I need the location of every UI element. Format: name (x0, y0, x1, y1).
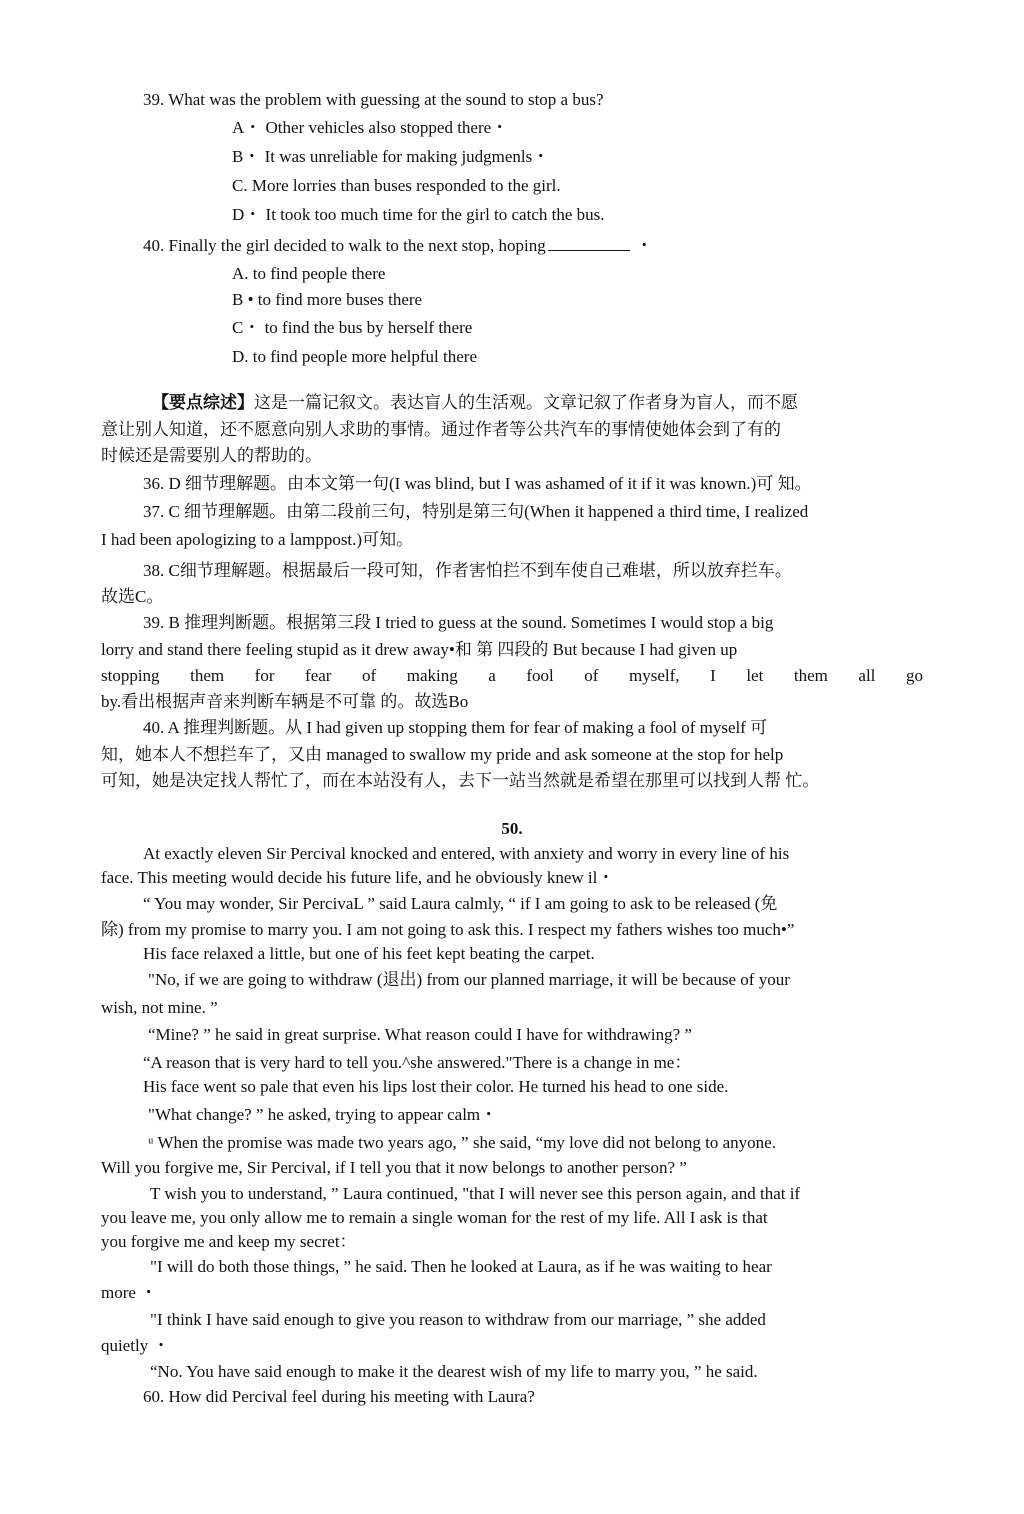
answer-40-line-1: 40. A 推理判断题。从 I had given up stopping them for fear of making a fool of myself 可 (143, 718, 768, 737)
passage-line: ᵘ When the promise was made two years ago, ” she said, “my love did not belong to anyone. (148, 1133, 776, 1152)
passage-line: 除) from my promise to marry you. I am not going to ask this. I respect my fathers wishes too much•” (101, 920, 795, 939)
passage-line: "I think I have said enough to give you reason to withdraw from our marriage, ” she added (150, 1310, 766, 1329)
answer-38-line-1: 38. C细节理解题。根据最后一段可知，作者害怕拦不到车使自己难堪，所以放弃拦车。 (143, 561, 792, 580)
word: for (254, 666, 275, 685)
passage-line: more ・ (101, 1283, 158, 1302)
answer-37-line-1: 37. C 细节理解题。由第二段前三句，特别是第三句(When it happened a third time, I realized (143, 502, 809, 521)
q40-option-d: D. to find people more helpful there (232, 347, 478, 366)
q40-stem-line (143, 234, 653, 258)
passage-line: "I will do both those things, ” he said. Then he looked at Laura, as if he was waiting to hear (150, 1257, 772, 1276)
summary-line-2: 意让别人知道，还不愿意向别人求助的事情。通过作者等公共汽车的事情使她体会到了有的 (101, 420, 781, 439)
q40-stem: 40. Finally the girl decided to walk to the next stop, hoping (143, 236, 546, 255)
passage-line: you leave me, you only allow me to remain a single woman for the rest of my life. All I ask is that (101, 1208, 768, 1227)
passage-line: His face relaxed a little, but one of his feet kept beating the carpet. (143, 944, 595, 963)
answer-39-line-2: lorry and stand there feeling stupid as it drew away•和 第 四段的 But because I had given up (101, 640, 738, 659)
passage-line: quietly ・ (101, 1336, 170, 1355)
answer-blank (548, 236, 630, 251)
q39-option-d: D・ It took too much time for the girl to catch the bus. (232, 205, 605, 224)
answer-37-line-2: I had been apologizing to a lamppost.)可知。 (101, 530, 414, 549)
word: them (190, 666, 225, 685)
word: making (406, 666, 458, 685)
answer-40-line-2: 知，她本人不想拦车了，又由 managed to swallow my pride and ask someone at the stop for help (101, 745, 784, 764)
passage-line: “No. You have said enough to make it the dearest wish of my life to marry you, ” he said. (150, 1362, 758, 1381)
passage-line: wish, not mine. ” (101, 998, 218, 1017)
passage-line: “A reason that is very hard to tell you.^she answered."There is a change in me： (143, 1053, 692, 1072)
passage-line: "What change? ” he asked, trying to appear calm・ (148, 1105, 498, 1124)
answer-39-line-3 (101, 664, 923, 688)
passage-line: “ You may wonder, Sir PercivaL ” said Laura calmly, “ if I am going to ask to be released (免 (143, 894, 778, 913)
word: of (362, 666, 377, 685)
passage-line: T wish you to understand, ” Laura continued, "that I will never see this person again, and that if (150, 1184, 801, 1203)
q40-option-b: B • to find more buses there (232, 290, 423, 309)
word: go (905, 666, 923, 685)
word: stopping (101, 666, 160, 685)
passage-line: His face went so pale that even his lips lost their color. He turned his head to one side. (143, 1077, 729, 1096)
summary-line-1 (152, 391, 798, 415)
word: of (584, 666, 599, 685)
word: fear (305, 666, 332, 685)
q39-option-b: B・ It was unreliable for making judgmenls・ (232, 147, 550, 166)
word: fool (526, 666, 554, 685)
q39-stem: 39. What was the problem with guessing at the sound to stop a bus? (143, 90, 604, 109)
answer-36: 36. D 细节理解题。由本文第一句(I was blind, but I was ashamed of it if it was known.)可 知。 (143, 474, 812, 493)
passage-line: “Mine? ” he said in great surprise. What reason could I have for withdrawing? ” (148, 1025, 692, 1044)
q39-option-a: A・ Other vehicles also stopped there・ (232, 118, 509, 137)
q40-option-c: C・ to find the bus by herself there (232, 318, 473, 337)
word: I (710, 666, 716, 685)
passage-line: face. This meeting would decide his future life, and he obviously knew il・ (101, 868, 615, 887)
answer-39-line-4: by.看出根据声音来判断车辆是不可靠 的。故选Bo (101, 692, 469, 711)
word: a (488, 666, 496, 685)
passage-number: 50. (501, 819, 523, 838)
q40-stem-end: ・ (635, 236, 653, 255)
word: all (858, 666, 876, 685)
word: let (746, 666, 764, 685)
answer-40-line-3: 可知，她是决定找人帮忙了，而在本站没有人，去下一站当然就是希望在那里可以找到人帮 忙。 (101, 771, 820, 790)
answer-39-line-1: 39. B 推理判断题。根据第三段 I tried to guess at the sound. Sometimes I would stop a big (143, 613, 774, 632)
q60-stem: 60. How did Percival feel during his meeting with Laura? (143, 1387, 535, 1406)
summary-line-3: 时候还是需要别人的帮助的。 (101, 446, 322, 465)
word: them (793, 666, 828, 685)
passage-line: Will you forgive me, Sir Percival, if I tell you that it now belongs to another person? ” (101, 1158, 687, 1177)
summary-text-1: 这是一篇记叙文。表达盲人的生活观。文章记叙了作者身为盲人，而不愿 (254, 393, 798, 412)
word: myself, (629, 666, 680, 685)
answer-38-line-2: 故选C。 (101, 587, 164, 606)
q40-option-a: A. to find people there (232, 264, 386, 283)
passage-line: At exactly eleven Sir Percival knocked and entered, with anxiety and worry in every line of his (143, 844, 790, 863)
passage-line: you forgive me and keep my secret： (101, 1232, 357, 1251)
summary-label: 【要点综述】 (152, 393, 254, 412)
q39-option-c: C. More lorries than buses responded to the girl. (232, 176, 561, 195)
passage-line: "No, if we are going to withdraw (退出) from our planned marriage, it will be because of your (148, 970, 790, 989)
